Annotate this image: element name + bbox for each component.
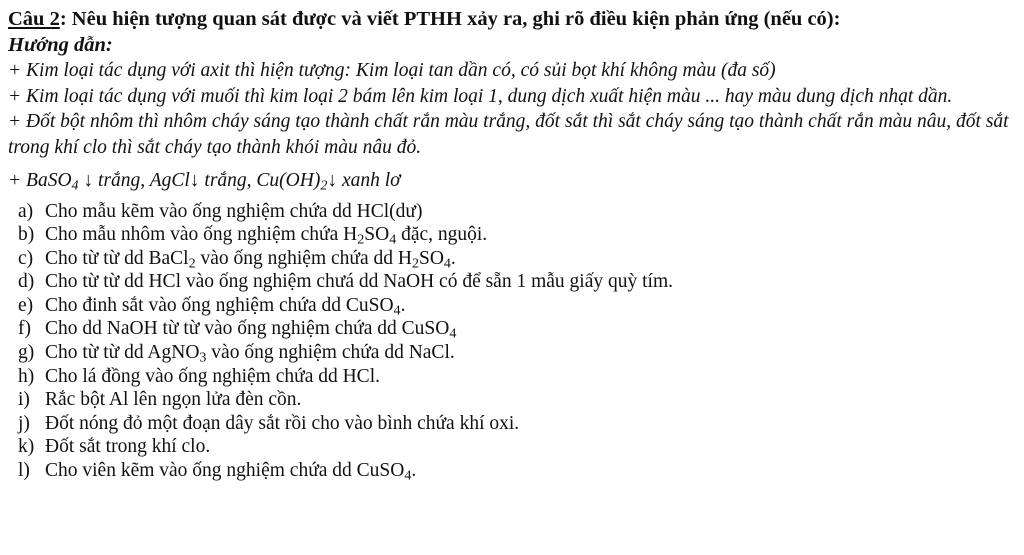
experiment-item [18, 459, 1014, 483]
item-text-part: Cho từ từ dd AgNO [45, 342, 200, 364]
item-text [45, 200, 423, 224]
item-text-part: Cho lá đồng vào ống nghiệm chứa dd HCl. [45, 365, 380, 387]
guide-section [8, 58, 1014, 194]
item-marker: l) [18, 460, 30, 482]
item-text [45, 365, 380, 389]
item-text [45, 223, 487, 247]
guide-heading: Hướng dẫn: [8, 34, 113, 56]
experiment-item [18, 365, 1014, 389]
item-text-part: Cho mẫu kẽm vào ống nghiệm chứa dd HCl(dư) [45, 200, 423, 222]
item-text-part: . [400, 294, 406, 316]
item-marker: d) [18, 271, 35, 293]
experiment-item [18, 317, 1014, 341]
item-marker: c) [18, 247, 34, 269]
precipitate-text: ↓ xanh lơ [327, 170, 401, 191]
item-text [45, 459, 416, 483]
item-text-part: Đốt nóng đỏ một đoạn dây sắt rồi cho vào bình chứa khí oxi. [45, 412, 520, 434]
item-text-part: SO [418, 247, 444, 269]
item-subscript: 4 [449, 325, 457, 342]
experiment-item [18, 388, 1014, 412]
item-subscript: 2 [188, 255, 196, 272]
precipitate-text: ↓ trắng, AgCl↓ trắng, Cu(OH) [78, 170, 321, 191]
guide-point-precipitates [8, 168, 1014, 194]
item-marker: j) [18, 412, 30, 434]
item-text-part: Cho mẫu nhôm vào ống nghiệm chứa H [45, 224, 358, 246]
item-text-part: vào ống nghiệm chứa dd H [195, 247, 412, 269]
item-text-part: Cho đinh sắt vào ống nghiệm chứa dd CuSO [45, 294, 394, 316]
experiment-item [18, 247, 1014, 271]
item-text [45, 294, 405, 318]
item-marker: a) [18, 200, 34, 222]
item-text-part: vào ống nghiệm chứa dd NaCl. [206, 342, 455, 364]
item-text-part: . [450, 247, 456, 269]
item-subscript: 4 [404, 467, 412, 484]
item-text [45, 435, 210, 459]
item-text [45, 412, 519, 436]
experiment-item [18, 412, 1014, 436]
item-text-part: Cho từ từ dd HCl vào ống nghiệm chưá dd NaOH có để sẵn 1 mẫu giấy quỳ tím. [45, 271, 673, 293]
item-text-part: Cho dd NaOH từ từ vào ống nghiệm chứa dd CuSO [45, 318, 450, 340]
item-marker: f) [18, 318, 31, 340]
guide-point-salt: + Kim loại tác dụng với muối thì kim loại 2 bám lên kim loại 1, dung dịch xuất hiện màu ... hay màu dung dịch nhạt dần. [8, 85, 953, 107]
item-subscript: 3 [199, 349, 207, 366]
experiment-item [18, 294, 1014, 318]
item-marker: h) [18, 365, 35, 387]
experiment-item [18, 270, 1014, 294]
item-text [45, 317, 456, 341]
guide-point-acid: + Kim loại tác dụng với axit thì hiện tượng: Kim loại tan dần có, có sủi bọt khí không màu (đa số) [8, 60, 776, 81]
item-text-part: đặc, nguội. [396, 224, 488, 246]
item-text [45, 341, 455, 365]
question-title [8, 6, 1014, 32]
item-text-part: Đốt sắt trong khí clo. [45, 436, 211, 458]
experiment-item [18, 200, 1014, 224]
item-text-part: Rắc bột Al lên ngọn lửa đèn cồn. [45, 389, 302, 411]
item-text-part: Cho viên kẽm vào ống nghiệm chứa dd CuSO [45, 460, 405, 482]
question-text: : Nêu hiện tượng quan sát được và viết PTHH xảy ra, ghi rõ điều kiện phản ứng (nếu có): [59, 8, 841, 30]
item-marker: k) [18, 436, 35, 458]
item-marker: e) [18, 294, 34, 316]
precipitate-subscript: 2 [320, 177, 328, 194]
item-subscript: 4 [389, 231, 397, 248]
item-subscript: 4 [443, 255, 451, 272]
experiment-item [18, 435, 1014, 459]
item-marker: i) [18, 389, 30, 411]
experiment-list [8, 200, 1014, 483]
experiment-item [18, 223, 1014, 247]
experiment-item [18, 341, 1014, 365]
item-subscript: 4 [393, 302, 401, 319]
item-marker: g) [18, 342, 35, 364]
guide-point-burning: + Đốt bột nhôm thì nhôm cháy sáng tạo thành chất rắn màu trắng, đốt sắt thì sắt cháy sáng tạo thành chất rắn màu nâu, đốt sắt trong khí clo thì sắt cháy tạo thành khói màu nâu đỏ. [8, 111, 1009, 158]
item-subscript: 2 [411, 255, 419, 272]
question-label: Câu 2 [8, 8, 60, 30]
item-text-part: Cho từ từ dd BaCl [45, 247, 189, 269]
item-text [45, 270, 673, 294]
item-text-part: SO [364, 224, 390, 246]
item-text [45, 247, 456, 271]
precipitate-text: + BaSO [8, 170, 72, 191]
item-marker: b) [18, 224, 35, 246]
precipitate-subscript: 4 [71, 177, 79, 194]
item-text-part: . [411, 460, 417, 482]
item-subscript: 2 [357, 231, 365, 248]
item-text [45, 388, 301, 412]
